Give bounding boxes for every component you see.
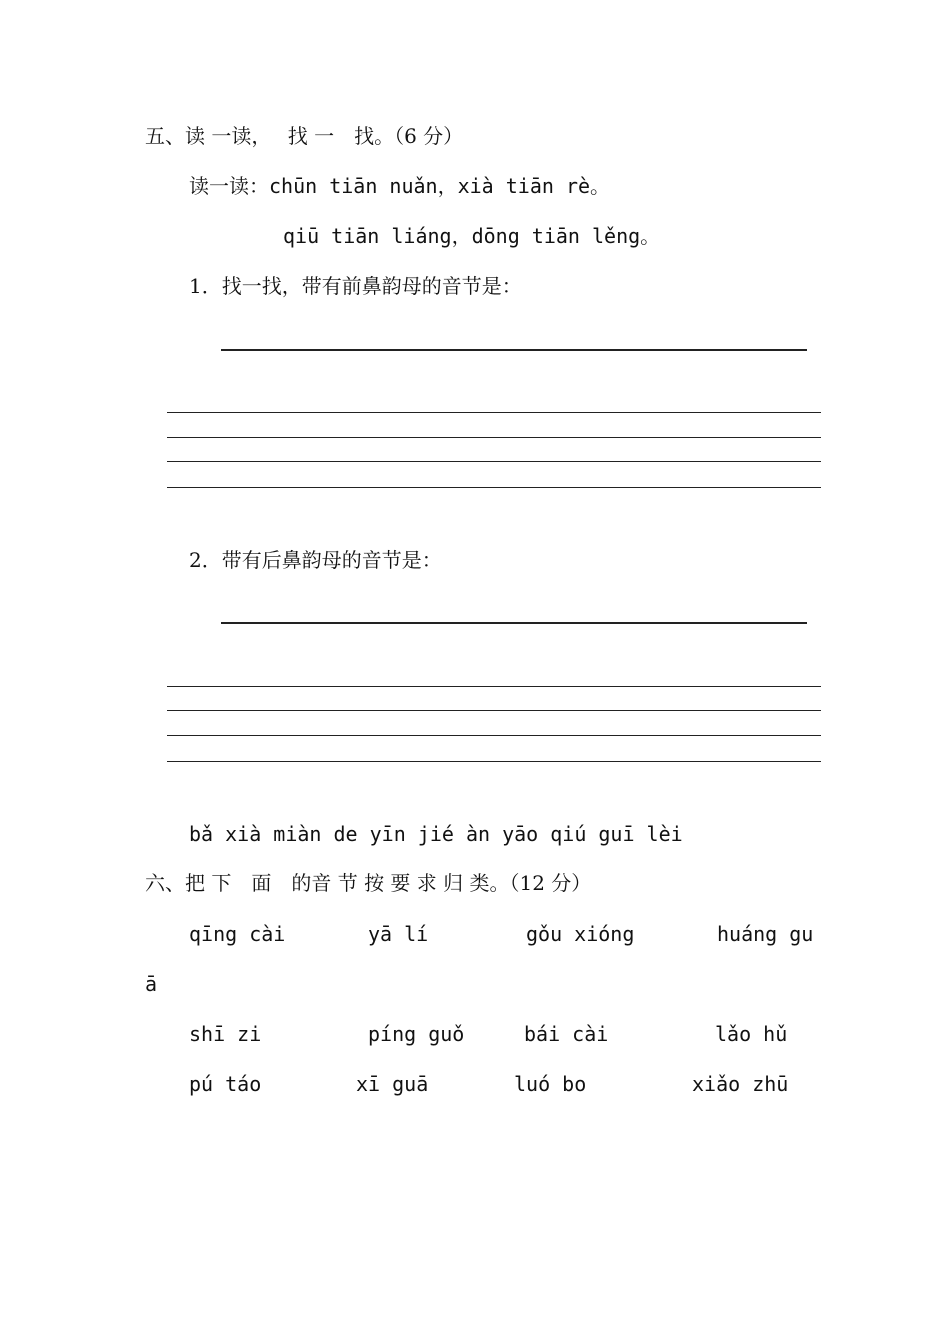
syllable-item: yā lí	[368, 922, 429, 946]
syllable-item: lǎo hǔ	[715, 1022, 788, 1046]
syllable-item: qīng cài	[189, 922, 286, 946]
writing-guide-line	[167, 735, 821, 736]
question-2-prompt: 2．带有后鼻韵母的音节是：	[189, 548, 442, 572]
syllable-item: bái cài	[524, 1022, 609, 1046]
writing-guide-line	[167, 686, 821, 687]
reading-label: 读一读：	[189, 174, 269, 198]
syllable-item: huáng gu	[717, 922, 814, 946]
section-5-title: 五、读 一读， 找 一 找。（6 分）	[145, 124, 464, 148]
reading-line-1	[189, 174, 610, 198]
writing-guide-line	[167, 461, 821, 462]
answer-line-q1[interactable]	[221, 349, 807, 351]
writing-guide-line	[167, 487, 821, 488]
syllable-item: shī zi	[189, 1022, 262, 1046]
syllable-item: pú táo	[189, 1072, 262, 1096]
writing-guide-line	[167, 412, 821, 413]
syllable-item: luó bo	[514, 1072, 587, 1096]
syllable-item: xiǎo zhū	[692, 1072, 789, 1096]
writing-guide-line	[167, 437, 821, 438]
syllable-item: píng guǒ	[368, 1022, 465, 1046]
answer-line-q2[interactable]	[221, 622, 807, 624]
syllable-item: gǒu xióng	[526, 922, 635, 946]
reading-line-2: qiū tiān liáng，dōng tiān lěng。	[283, 224, 661, 248]
syllable-item-wrap: ā	[145, 972, 158, 996]
writing-guide-line	[167, 761, 821, 762]
question-1-prompt: 1．找一找，带有前鼻韵母的音节是：	[189, 274, 522, 298]
syllable-item: xī guā	[356, 1072, 429, 1096]
reading-text-1: chūn tiān nuǎn，xià tiān rè。	[269, 174, 611, 198]
section-6-title: 六、把 下 面 的音 节 按 要 求 归 类。（12 分）	[145, 871, 592, 895]
writing-guide-line	[167, 710, 821, 711]
section-6-pinyin-title: bǎ xià miàn de yīn jié àn yāo qiú guī lèi	[189, 822, 683, 846]
